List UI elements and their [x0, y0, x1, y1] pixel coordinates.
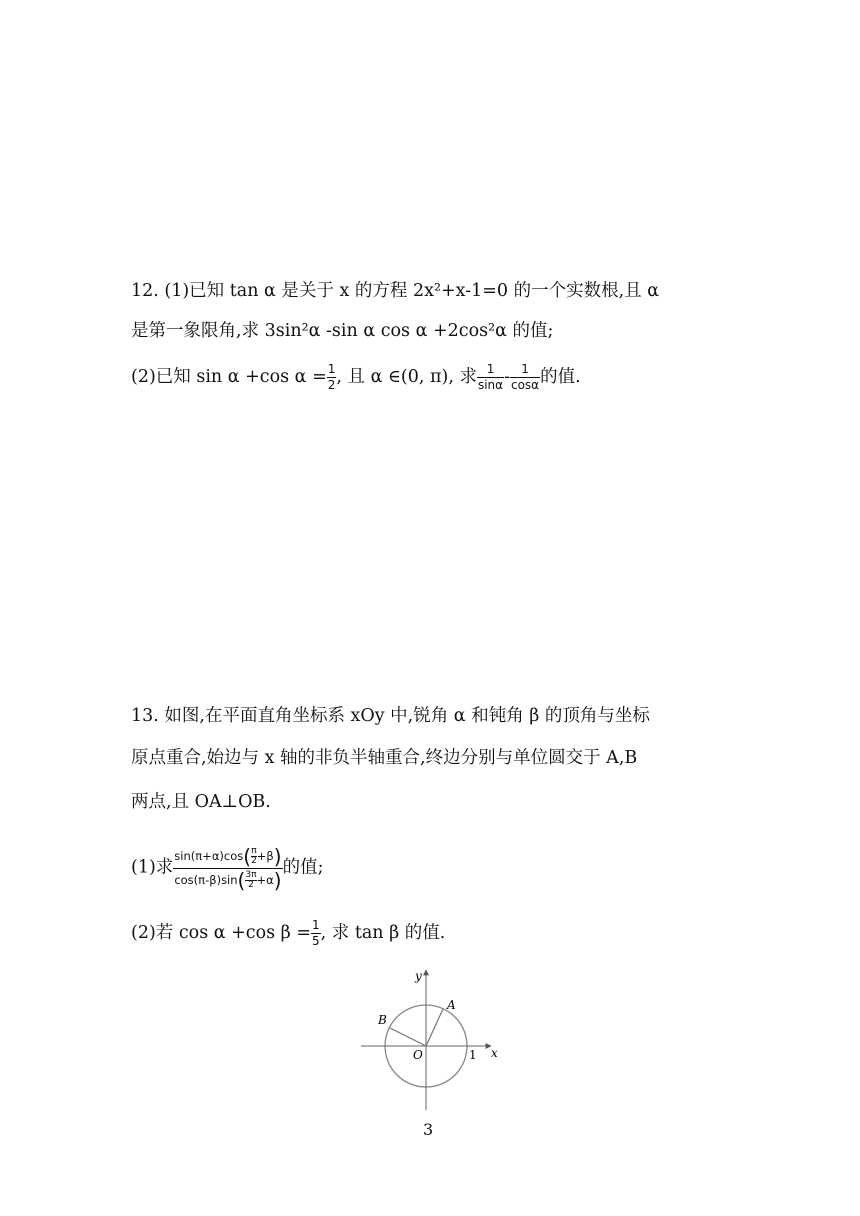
q12-line2: 是第一象限角,求 3sin²α -sin α cos α +2cos²α 的值;: [131, 321, 554, 341]
q13-part1-suffix: 的值;: [282, 857, 324, 878]
q13-part1-prefix: (1)求: [131, 857, 174, 878]
q12-part2-suffix: 的值.: [540, 367, 581, 387]
label-B: B: [378, 1013, 387, 1027]
minus-sign: -: [504, 367, 510, 387]
q12-part2-prefix: (2)已知 sin α +cos α =: [131, 367, 327, 387]
q13-part2: [131, 918, 445, 949]
label-O: O: [413, 1048, 423, 1062]
q12-part2-condition: , 且 α ∈(0, π), 求: [336, 367, 477, 387]
q13-line3: 两点,且 OA⊥OB.: [131, 792, 271, 812]
label-A: A: [447, 998, 456, 1012]
label-x: x: [491, 1046, 498, 1060]
q13-part2-suffix: , 求 tan β 的值.: [320, 923, 446, 943]
ray-OB: [390, 1028, 426, 1046]
unit-circle-figure: [355, 962, 505, 1112]
q13-line2: 原点重合,始边与 x 轴的非负半轴重合,终边分别与单位圆交于 A,B: [131, 748, 638, 768]
fraction-one-over-sin: $\frac{1}{\sin\alpha}$: [477, 362, 504, 392]
q13-line1: 13. 如图,在平面直角坐标系 xOy 中,锐角 α 和钝角 β 的顶角与坐标: [131, 706, 650, 726]
q12-line1: 12. (1)已知 tan α 是关于 x 的方程 2x²+x-1=0 的一个实数根,且 α: [131, 281, 660, 301]
fraction-one-fifth: $\frac{1}{5}$: [312, 918, 320, 948]
fraction-one-over-cos: $\frac{1}{\cos\alpha}$: [510, 362, 540, 392]
q12-line3: [131, 362, 581, 393]
trig-expression-fraction: sin(π+α)cos( $\frac{\pi}{2}$ +β) cos(π-β)sin( $\frac{3\pi}{2}$ +α): [174, 844, 282, 892]
q13-part2-prefix: (2)若 cos α +cos β =: [131, 923, 311, 943]
label-one: 1: [469, 1048, 477, 1062]
page-number: 3: [423, 1120, 434, 1139]
fraction-one-half: $\frac{1}{2}$: [327, 362, 336, 392]
label-y: y: [415, 969, 422, 983]
ray-OA: [426, 1009, 443, 1046]
q13-part1: [131, 845, 324, 891]
